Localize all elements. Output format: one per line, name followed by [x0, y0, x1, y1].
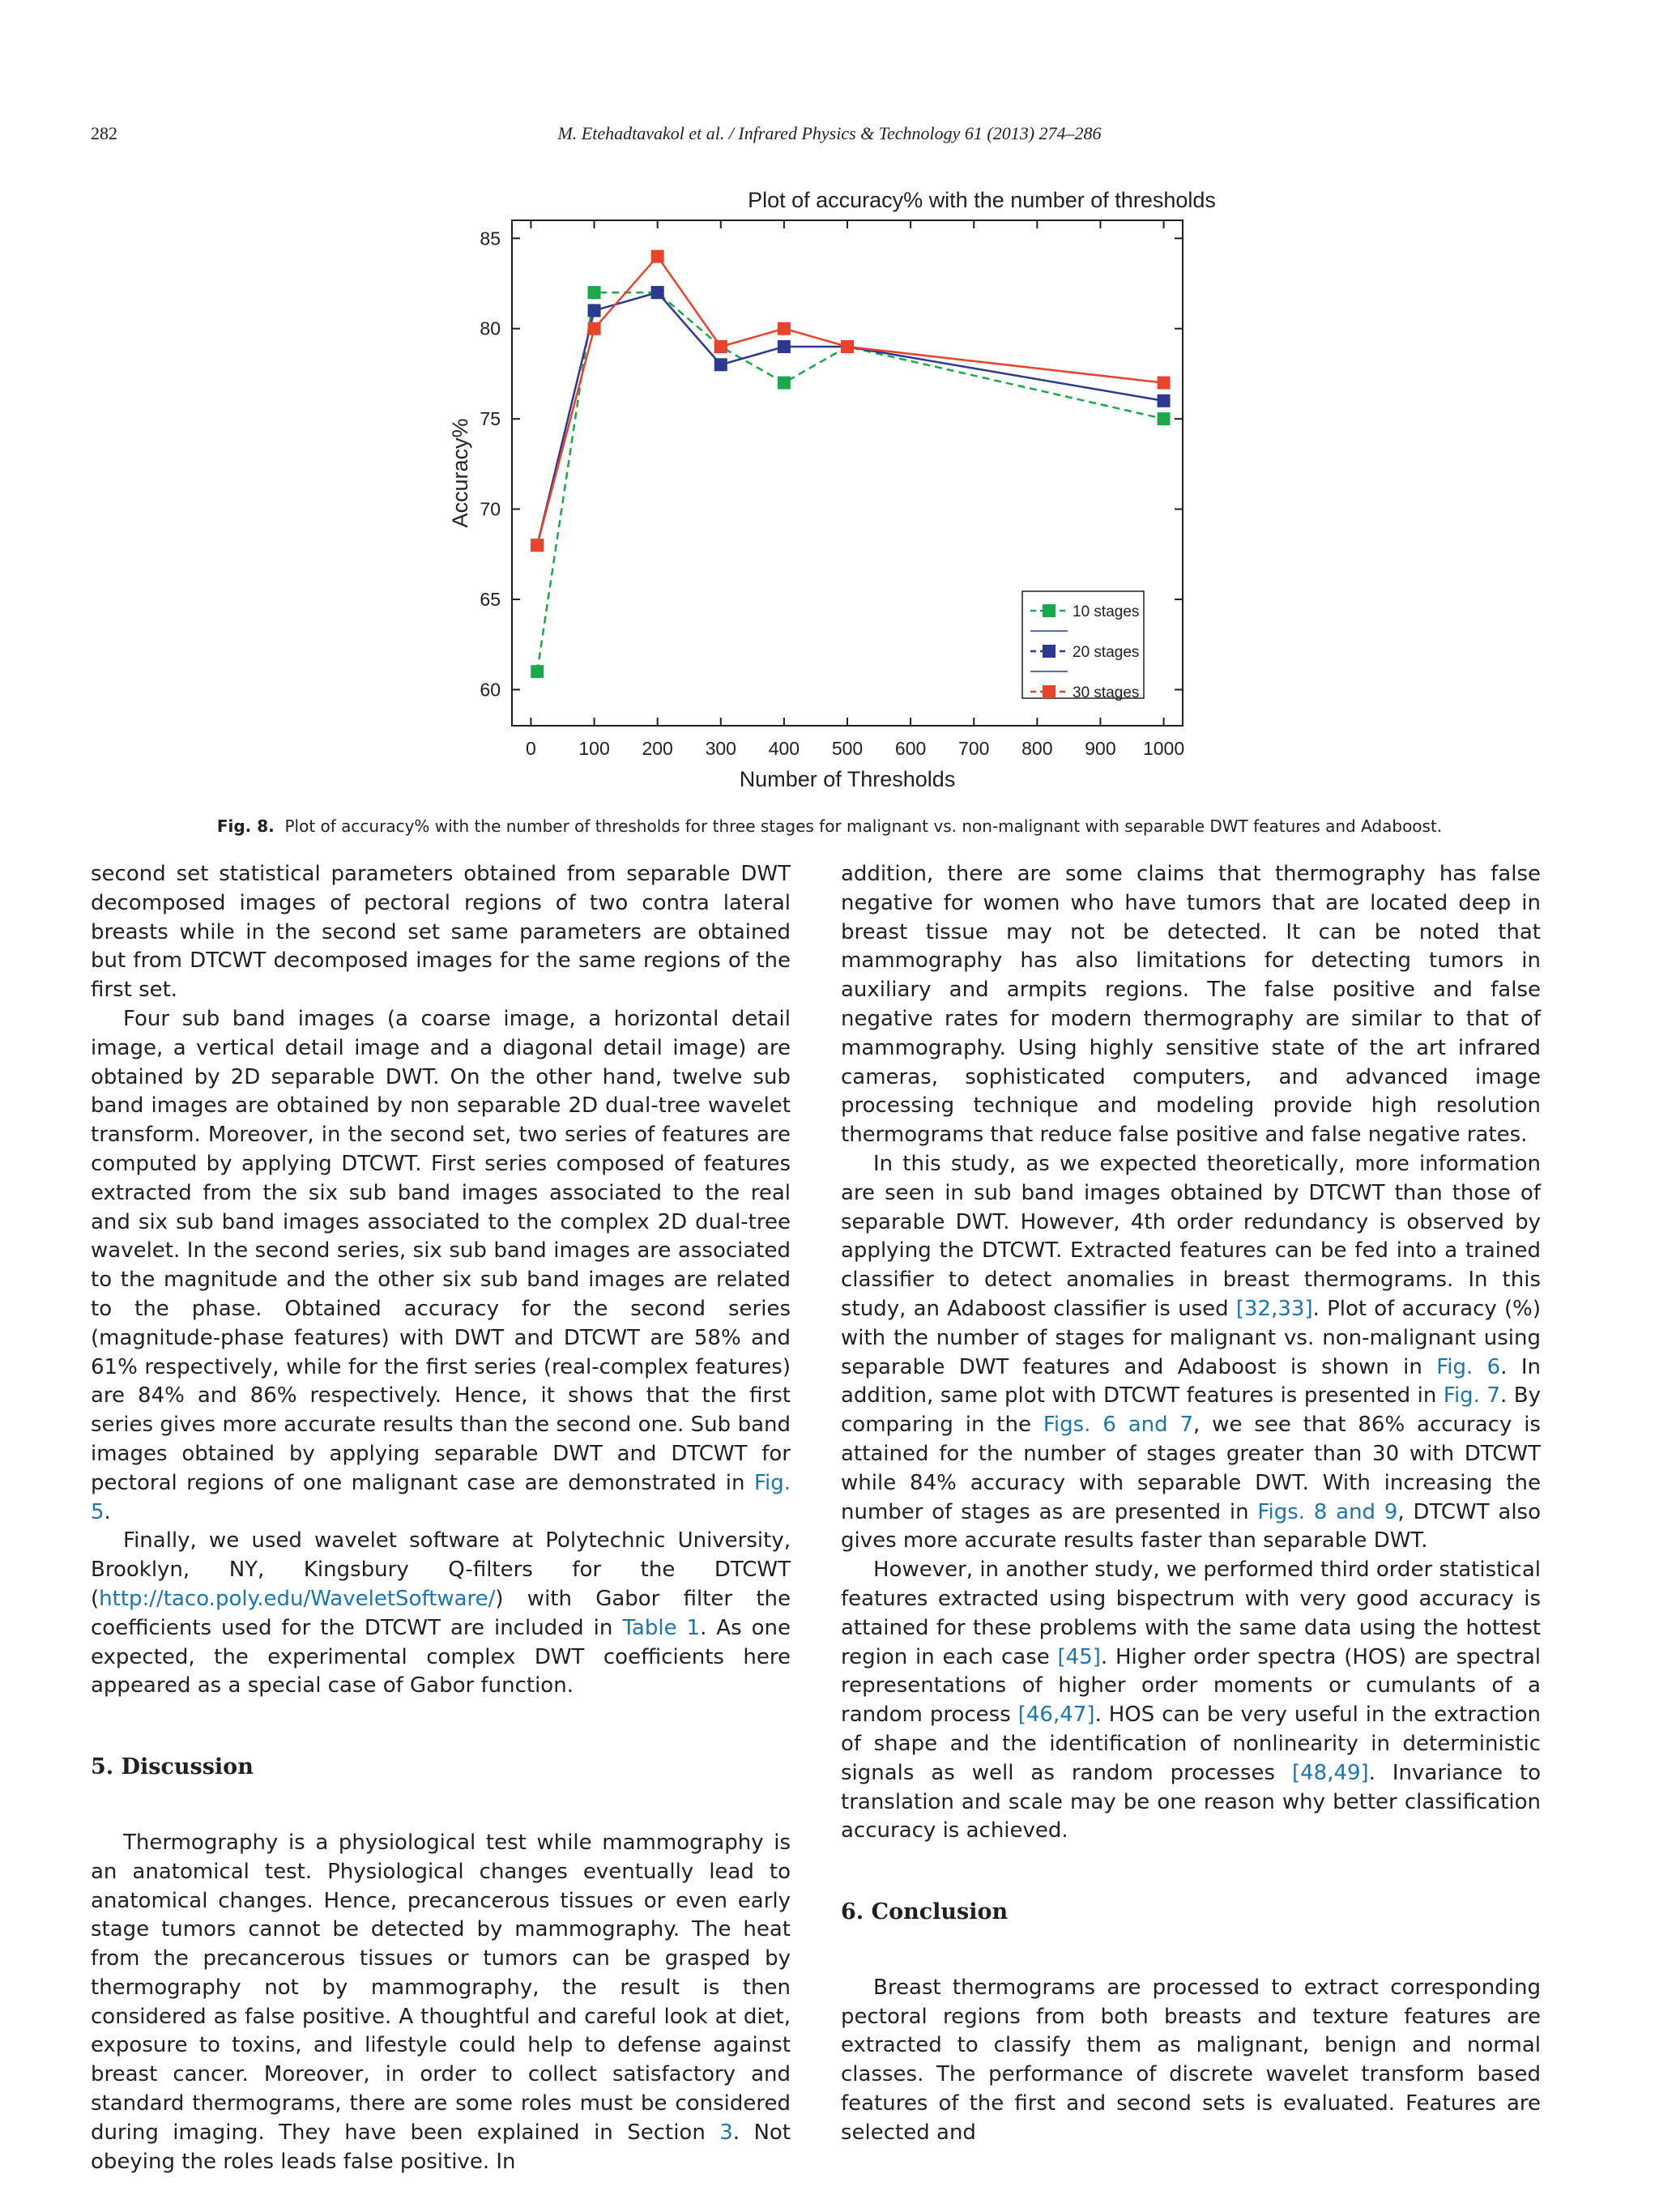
data-point — [588, 286, 601, 299]
data-point — [651, 250, 664, 263]
figure-link[interactable]: Fig. 6 — [1436, 1354, 1501, 1379]
section-link[interactable]: 3 — [719, 2120, 733, 2145]
data-point — [1158, 412, 1171, 425]
x-tick-label: 300 — [705, 738, 736, 759]
data-point — [531, 665, 544, 678]
figure-caption-text: Plot of accuracy% with the number of thresholds for three stages for malignant vs. non-malignant with separable DWT features and Adaboost. — [284, 816, 1443, 836]
data-point — [778, 377, 791, 390]
chart-title: Plot of accuracy% with the number of thresholds — [748, 188, 1216, 212]
section-heading: 6. Conclusion — [841, 1899, 1009, 1925]
x-tick-label: 800 — [1021, 738, 1053, 759]
legend-label: 10 stages — [1073, 603, 1140, 620]
figure-caption — [91, 816, 1568, 836]
y-tick-label: 60 — [480, 679, 501, 701]
data-point — [531, 539, 544, 552]
data-point — [588, 304, 601, 317]
x-tick-label: 200 — [642, 738, 673, 759]
legend-marker — [1043, 685, 1056, 698]
figure-link[interactable]: Fig. 5 — [91, 1470, 791, 1524]
figure-label: Fig. 8. — [216, 816, 275, 836]
paragraph: second set statistical parameters obtained from separable DWT decomposed images of pectoral regions of two contra lateral breasts while in the second set same parameters are obtained but from DTCWT decomposed images for the same regions of the first set. — [91, 862, 791, 1003]
figure-link[interactable]: Fig. 7 — [1443, 1383, 1500, 1409]
paragraph: In this study, as we expected theoretically, more information are seen in sub band images obtained by DTCWT than those of separable DWT. However, 4th order redundancy is observed by applying the DTCWT. Extracted features can be fed into a trained classifier to detect anomalies in breast thermograms. In this study, an Adaboost classifier is used [32,33]. Plot of accuracy (%) with the number of stages for malignant vs. non-malignant using separable DWT features and Adaboost is shown in Fig. 6. In addition, same plot with DTCWT features is presented in Fig. 7. By comparing in the Figs. 6 and 7, we see that 86% accuracy is attained for the number of stages greater than 30 with DTCWT while 84% accuracy with separable DWT. With increasing the number of stages as are presented in Figs. 8 and 9, DTCWT also gives more accurate results faster than separable DWT. — [841, 1151, 1541, 1554]
figure-link[interactable]: Figs. 6 and 7 — [1043, 1413, 1194, 1438]
data-point — [1158, 394, 1171, 407]
y-tick-label: 85 — [480, 228, 501, 249]
paragraph: Finally, we used wavelet software at Polytechnic University, Brooklyn, NY, Kingsbury Q-filters for the DTCWT (http://taco.poly.edu/WaveletSoftware/) with Gabor filter the coefficients used for the DTCWT are included in Table 1. As one expected, the experimental complex DWT coefficients here appeared as a special case of Gabor function. — [91, 1528, 791, 1698]
x-tick-label: 100 — [578, 738, 610, 759]
y-axis-label: Accuracy% — [448, 418, 472, 528]
figure-8 — [0, 178, 1659, 826]
y-tick-label: 65 — [480, 589, 501, 610]
x-tick-label: 600 — [894, 738, 927, 759]
reference-link[interactable]: [32,33] — [1235, 1296, 1313, 1321]
legend-marker — [1043, 604, 1056, 617]
chart-legend — [1022, 591, 1144, 701]
legend-label: 20 stages — [1073, 644, 1140, 661]
figure-link[interactable]: Figs. 8 and 9 — [1257, 1499, 1398, 1524]
reference-link[interactable]: [45] — [1057, 1644, 1101, 1669]
y-tick-label: 70 — [480, 498, 501, 520]
right-column — [841, 860, 1541, 2148]
x-axis-label: Number of Thresholds — [739, 767, 956, 791]
left-column — [91, 860, 791, 2176]
section-heading: 5. Discussion — [91, 1754, 254, 1780]
paragraph: However, in another study, we performed third order statistical features extracted using bispectrum with very good accuracy is attained for these problems with the same data using the hottest region in each case [45]. Higher order spectra (HOS) are spectral representations of higher order moments or cumulants of a random process [46,47]. HOS can be very useful in the extraction of shape and the identification of nonlinearity in deterministic signals as well as random processes [48,49]. Invariance to translation and scale may be one reason why better classification accuracy is achieved. — [841, 1558, 1542, 1843]
x-tick-label: 500 — [831, 738, 864, 759]
y-tick-label: 80 — [480, 318, 501, 339]
accuracy-chart — [0, 178, 1659, 818]
url-link[interactable]: http://taco.poly.edu/WaveletSoftware/ — [99, 1586, 496, 1611]
series-line-2 — [537, 292, 1163, 545]
data-point — [714, 358, 727, 371]
data-point — [588, 322, 601, 335]
reference-link[interactable]: [46,47] — [1017, 1703, 1095, 1728]
page-number: 282 — [91, 123, 117, 143]
data-point — [1158, 377, 1171, 390]
x-tick-label: 400 — [768, 738, 800, 759]
table-link[interactable]: Table 1 — [622, 1615, 701, 1640]
data-point — [778, 340, 791, 353]
x-tick-label: 1000 — [1142, 738, 1185, 759]
paragraph: Breast thermograms are processed to extract corresponding pectoral regions from both breasts and texture features are extracted to classify them as malignant, benign and normal classes. The performance of discrete wavelet transform based features of the first and second sets is evaluated. Features are selected and — [841, 1975, 1541, 2145]
data-point — [841, 340, 854, 353]
running-header — [91, 123, 1568, 156]
legend-marker — [1043, 645, 1056, 658]
data-point — [778, 322, 791, 335]
data-point — [714, 340, 727, 353]
x-tick-label: 900 — [1085, 738, 1116, 759]
paragraph: Four sub band images (a coarse image, a horizontal detail image, a vertical detail image and a diagonal detail image) are obtained by 2D separable DWT. On the other hand, twelve sub band images are obtained by non separable 2D dual-tree wavelet transform. Moreover, in the second set, two series of features are computed by applying DTCWT. First series composed of features extracted from the six sub band images associated to the real and six sub band images associated to the complex 2D dual-tree wavelet. In the second series, six sub band images are associated to the magnitude and the other six sub band images are related to the phase. Obtained accuracy for the second series (magnitude-phase features) with DWT and DTCWT are 58% and 61% respectively, while for the first series (real-complex features) are 84% and 86% respectively. Hence, it shows that the first series gives more accurate results than the second one. Sub band images obtained by applying separable DWT and DTCWT for pectoral regions of one malignant case are demonstrated in Fig. 5. — [91, 1006, 791, 1524]
legend-label: 30 stages — [1073, 684, 1140, 701]
x-tick-label: 700 — [958, 738, 990, 759]
data-point — [651, 286, 664, 299]
journal-citation: M. Etehadtavakol et al. / Infrared Physics & Technology 61 (2013) 274–286 — [557, 123, 1102, 143]
reference-link[interactable]: [48,49] — [1291, 1760, 1369, 1785]
x-tick-label: 0 — [526, 738, 536, 759]
y-tick-label: 75 — [480, 408, 501, 430]
paragraph: Thermography is a physiological test while mammography is an anatomical test. Physiological changes eventually lead to anatomical changes. Hence, precancerous tissues or even early stage tumors cannot be detected by mammography. The heat from the precancerous tissues or tumors can be grasped by thermography not by mammography, the result is then considered as false positive. A thoughtful and careful look at diet, exposure to toxins, and lifestyle could help to defense against breast cancer. Moreover, in order to collect satisfactory and standard thermograms, there are some roles must be considered during imaging. They have been explained in Section 3. Not obeying the roles leads false positive. In — [91, 1830, 791, 2174]
paragraph: addition, there are some claims that thermography has false negative for women who have tumors that are located deep in breast tissue may not be detected. It can be noted that mammography has also limitations for detecting tumors in auxiliary and armpits regions. The false positive and false negative rates for modern thermography are similar to that of mammography. Using highly sensitive state of the art infrared cameras, sophisticated computers, and advanced image processing technique and modeling provide high resolution thermograms that reduce false positive and false negative rates. — [841, 862, 1541, 1148]
